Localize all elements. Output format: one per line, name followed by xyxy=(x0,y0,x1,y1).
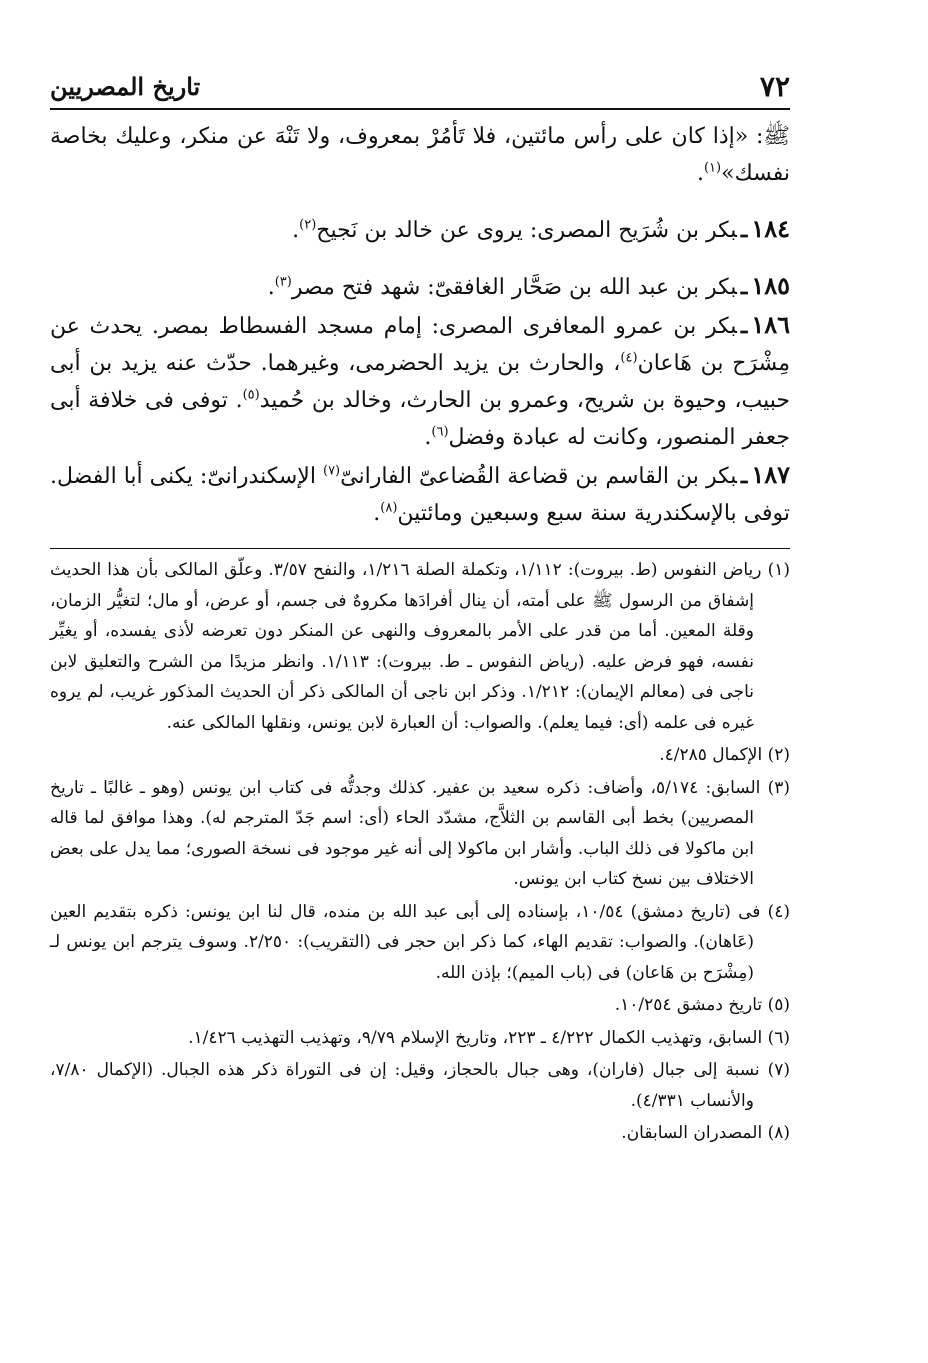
opening-end: . xyxy=(696,161,704,186)
footnote-text: فى (تاريخ دمشق) ١٠/٥٤، بإسناده إلى أبى عبد الله بن منده، قال لنا ابن يونس: ذكره بتقديم العين (عَاهان). والصواب: تقديم الهاء، كما ذكر ابن حجر فى (التقريب): ٢/٢٥٠. وسوف يترجم ابن يونس لـ (مِشْرَح بن هَاعان) فى (باب الميم)؛ بإذن الله. xyxy=(50,901,761,983)
entry-end: . xyxy=(267,275,275,300)
footnote-6 xyxy=(50,1023,790,1054)
entry-text-3: . توفى فى خلافة أبى جعفر المنصور، وكانت له عبادة وفضل xyxy=(50,388,790,450)
footnote-4 xyxy=(50,897,790,989)
entry-text-2: ، والحارث بن يزيد الحضرمى، وغيرهما. حدّث عنه يزيد بن أبى حبيب، وحيوة بن شريح، وعمرو بن الحارث، وخالد بن حُميد xyxy=(50,351,791,413)
footnote-id: (٨) xyxy=(767,1123,790,1143)
entry-text-2: الإسكندرانىّ: يكنى أبا الفضل. توفى بالإسكندرية سنة سبع وسبعين ومائتين xyxy=(50,464,790,526)
entry-text: بكر بن القاسم بن قضاعة القُضاعىّ الفارانىّ xyxy=(340,464,737,489)
footnote-2 xyxy=(50,740,790,771)
footnote-id: (٥) xyxy=(767,995,790,1015)
footnote-text: السابق: ٥/١٧٤، وأضاف: ذكره سعيد بن عفير. كذلك وجدتُّه فى كتاب ابن يونس (وهو ـ غالبًا ـ تاريخ المصريين) بخط أبى القاسم بن الثلاَّج، مشدّد الحاء (أى: اسم جَدّ المترجم له). وهذا موافق لما قاله ابن ماكولا فى ذلك الباب. وأشار ابن ماكولا إلى أنه غير موجود فى نسخة الصورى؛ مما يدل على بعض الاختلاف بين نسخ كتاب ابن يونس. xyxy=(50,777,761,889)
footnote-id: (٣) xyxy=(767,777,790,798)
footnote-id: (٦) xyxy=(767,1027,790,1048)
footnote-ref-7: (٧) xyxy=(322,463,341,479)
entry-dash: ـ xyxy=(740,463,748,489)
footnote-8 xyxy=(50,1118,790,1149)
footnote-text: رياض النفوس (ط. بيروت): ١/١١٢، وتكملة الصلة ١/٢١٦، والنفح ٣/٥٧. وعلّق المالكى بأن هذا الحديث إشفاق من الرسول ﷺ على أمته، أن ينال أفرادَها مكروهٌ فى جسم، أو عرض، أو مال؛ لتغيُّر الزمان، وقلة المعين. أما من قدر على الأمر بالمعروف والنهى عن المنكر دون تعرضه لأذى يفسده، أو يغيِّر نفسه، فهو فرض عليه. (رياض النفوس ـ ط. بيروت): ١/١١٣. وانظر مزيدًا من الشرح والتعليق لابن ناجى فى (معالم الإيمان): ١/٢١٢. وذكر ابن ناجى أن المالكى ذكر أن الحديث المذكور غريب، لم يروه غيره فى علمه (أى: فيما يعلم). والصواب: أن العبارة لابن يونس، ونقلها المالكى عنه. xyxy=(50,560,762,733)
entry-end: . xyxy=(292,218,300,243)
footnote-id: (١) xyxy=(767,560,790,580)
footnote-ref-2: (٢) xyxy=(299,217,317,233)
entry-end: . xyxy=(424,425,432,450)
page-number: ٧٢ xyxy=(759,70,790,103)
entry-end: . xyxy=(373,501,381,526)
entry-dash: ـ xyxy=(740,217,748,243)
entry-text: بكر بن عمرو المعافرى المصرى: إمام مسجد الفسطاط بمصر. يحدث عن مِشْرَح بن هَاعان xyxy=(50,314,791,376)
footnote-ref-8: (٨) xyxy=(380,500,398,516)
footnote-ref-5: (٥) xyxy=(242,387,260,403)
entry-number: ١٨٧ xyxy=(751,460,791,489)
entry-number: ١٨٦ xyxy=(751,310,790,339)
page-header xyxy=(50,72,790,110)
entry-184 xyxy=(50,210,790,249)
footnote-7 xyxy=(50,1055,790,1116)
entry-number: ١٨٤ xyxy=(751,214,790,243)
entry-number: ١٨٥ xyxy=(751,271,790,300)
footnote-id: (٢) xyxy=(767,745,790,765)
footnotes-divider xyxy=(50,548,790,549)
footnote-3 xyxy=(50,773,790,895)
entry-dash: ـ xyxy=(740,313,748,339)
entry-185 xyxy=(50,267,790,306)
footnotes xyxy=(50,555,790,1149)
main-text xyxy=(50,118,790,532)
footnote-text: المصدران السابقان. xyxy=(621,1123,763,1143)
footnote-id: (٧) xyxy=(767,1060,790,1080)
footnote-ref-4: (٤) xyxy=(620,350,638,366)
opening-paragraph xyxy=(50,118,790,192)
footnote-ref-1: (١) xyxy=(703,160,722,176)
entry-dash: ـ xyxy=(740,274,748,300)
footnote-text: الإكمال ٤/٢٨٥. xyxy=(659,745,763,765)
footnote-text: تاريخ دمشق ١٠/٢٥٤. xyxy=(614,995,763,1015)
footnote-5 xyxy=(50,990,790,1021)
footnote-text: نسبة إلى جبال (فاران)، وهى جبال بالحجاز، وقيل: إن فى التوراة ذكر هذه الجبال. (الإكمال ٧/٨٠، والأنساب ٤/٣٣١). xyxy=(50,1060,760,1111)
entry-text: بكر بن عبد الله بن صَحَّار الغافقىّ: شهد فتح مصر xyxy=(291,275,737,300)
opening-text: ﷺ: «إذا كان على رأس مائتين، فلا تَأمُرْ بمعروف، ولا تَنْهَ عن منكر، وعليك بخاصة نفسك» xyxy=(50,124,790,186)
footnote-text: السابق، وتهذيب الكمال ٤/٢٢٢ ـ ٢٢٣، وتاريخ الإسلام ٩/٧٩، وتهذيب التهذيب ١/٤٢٦. xyxy=(188,1027,763,1048)
footnote-ref-6: (٦) xyxy=(431,424,449,440)
running-title: تاريخ المصريين xyxy=(50,72,201,101)
footnote-1 xyxy=(50,555,790,738)
footnote-ref-3: (٣) xyxy=(274,274,292,290)
entry-186 xyxy=(50,306,790,456)
entry-187 xyxy=(50,456,790,532)
footnote-id: (٤) xyxy=(767,901,790,922)
entry-text: بكر بن شُرَيح المصرى: يروى عن خالد بن نَجيح xyxy=(316,218,737,243)
